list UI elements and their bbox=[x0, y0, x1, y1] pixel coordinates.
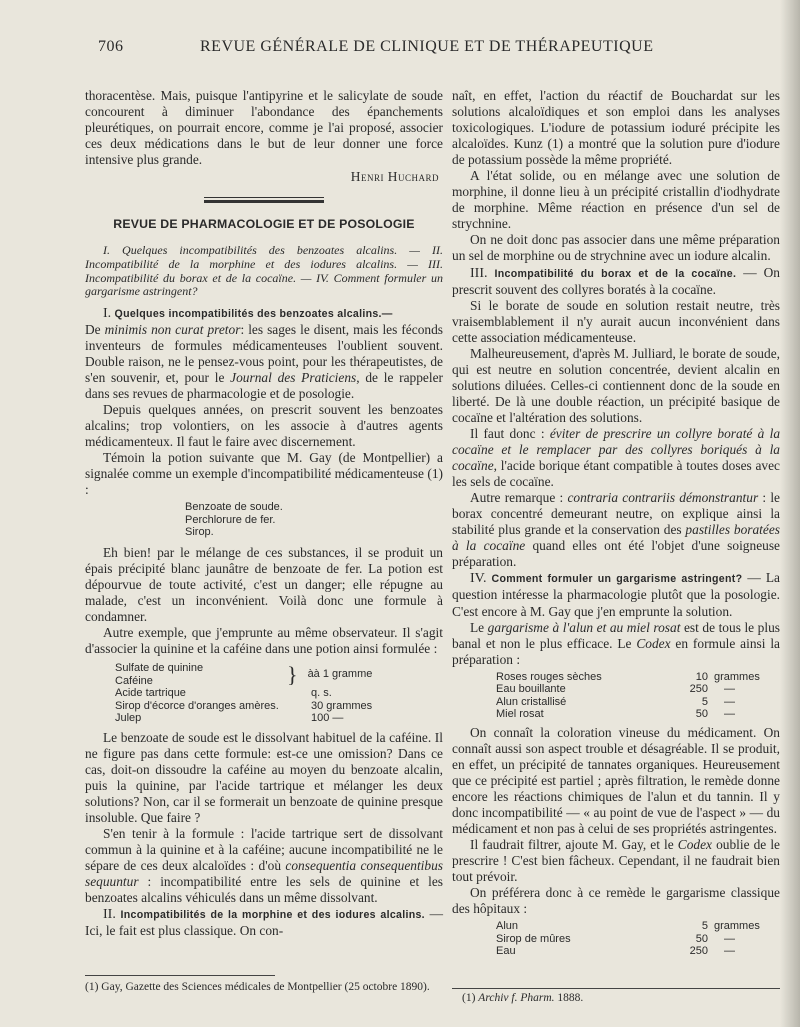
recipe-line: Perchlorure de fer. bbox=[185, 513, 276, 526]
running-head bbox=[98, 38, 740, 58]
recipe-row: Acide tartrique q. s. bbox=[115, 687, 332, 700]
recipe-row: Sirop de mûres 50 — bbox=[496, 932, 735, 945]
section-summary: I. Quelques incompatibilités des benzoates alcalins. — II. Incompatibilité de la morphine et des iodures alcalins. — III. Incompatibilité du borax et de la cocaïne. — IV. Comment formuler un gargarisme astringent? bbox=[85, 243, 443, 299]
recipe-quinine bbox=[115, 662, 443, 725]
recipe-row: Julep 100 — bbox=[115, 712, 344, 725]
latin-phrase: consequentia consequentibus sequuntur bbox=[85, 857, 444, 890]
paragraph: Il faut donc : éviter de prescrire un collyre boraté à la cocaïne et le remplacer par des collyres boriqués à la cocaïne, l'acide borique étant compatible à toutes doses avec les sels de cocaïne. bbox=[452, 425, 781, 490]
recipe-benzoate bbox=[185, 501, 443, 539]
journal-reference: Journal des Praticiens bbox=[230, 369, 357, 385]
paragraph: Autre remarque : contraria contrariis démonstrantur : le borax concentré demeurant neutre, on explique ainsi la stabilité plus grande et la conservation des pastilles boratées à la cocaïne quand elles ont été l'objet d'une soigneuse préparation. bbox=[452, 490, 780, 570]
subsection-number: II. bbox=[103, 907, 116, 923]
recipe-row: Alun 5 grammes bbox=[496, 920, 760, 933]
footnote: (1) Archiv f. Pharm. 1888. bbox=[462, 992, 584, 1004]
recipe-row: Eau 250 — bbox=[496, 945, 735, 958]
recipe-row: Eau bouillante 250 — bbox=[496, 683, 735, 696]
footnote: (1) Gay, Gazette des Sciences médicales de Montpellier (25 octobre 1890). bbox=[85, 981, 430, 993]
paragraph: De minimis non curat pretor: les sages le disent, mais les féconds inventeurs de formules médicamenteuses l'oublient souvent. Double raison, ne le pensez-vous point, pour les thérapeutistes, de s'en souvenir, et, pour le Journal des Praticiens, de le rappeler dans ses revues de pharmacologie et de posologie. bbox=[85, 321, 443, 401]
latin-phrase: minimis non curat pretor bbox=[104, 321, 241, 337]
paragraph: On ne doit donc pas associer dans une même préparation un sel de morphine ou de strychnine avec un iodure alcalin. bbox=[452, 232, 780, 264]
paragraph: On connaît la coloration vineuse du médicament. On connaît aussi son aspect trouble et désagréable. Il se produit, en effet, un précipité de tannates organiques. Heureusement que ce précipité est partiel ; après filtration, le remède donne encore les réactions chimiques de l'alun et du tannin. Il y donc incompatibilité — « au point de vue de l'aspect » — du médicament et non pas à celui de ses propriétés astringentes. bbox=[452, 724, 780, 836]
subsection-1 bbox=[85, 305, 443, 322]
recipe-line: Sulfate de quinine bbox=[115, 662, 204, 675]
paragraph: S'en tenir à la formule : l'acide tartrique sert de dissolvant commun à la quinine et à la caféine; aucune incompatibilité ne le sépare de ces deux alcaloïdes : d'où consequentia consequentibus sequuntur : incompatibilité entre les sels de quinine et les benzoates alcalins véhiculés dans un même dissolvant. bbox=[85, 825, 444, 906]
subsection-title: Incompatibilités de la morphine et des iodures alcalins. bbox=[120, 909, 425, 922]
journal-title: REVUE GÉNÉRALE DE CLINIQUE ET DE THÉRAPEUTIQUE bbox=[200, 38, 654, 55]
footnote-rule bbox=[452, 988, 780, 989]
subsection-number: I. bbox=[103, 305, 112, 321]
subsection-title: Comment formuler un gargarisme astringent? bbox=[491, 573, 743, 586]
paragraph: thoracentèse. Mais, puisque l'antipyrine et le salicylate de soude concourent à diminuer l'abondance des épanchements pleurétiques, on pourrait encore, comme je l'ai proposé, associer ces deux médications dans le but de leur donner une force intensive plus grande. bbox=[85, 88, 443, 168]
page-number: 706 bbox=[98, 38, 124, 55]
paragraph: Malheureusement, d'après M. Julliard, le borate de soude, qui est neutre en solution concentrée, devient alcalin en solutions diluées. Celles-ci contiennent donc de la soude en liberté. De là une double réaction, un précipité basique de cocaïne et l'altération des solutions. bbox=[452, 345, 780, 425]
left-column bbox=[85, 88, 443, 939]
recipe-row: Alun cristallisé 5 — bbox=[496, 695, 735, 708]
paragraph: Il faudrait filtrer, ajoute M. Gay, et le Codex oublie de le prescrire ! C'est bien fâcheux. Cependant, il ne faudrait bien tout prévoir. bbox=[452, 837, 780, 885]
paragraph: naît, en effet, l'action du réactif de Bouchardat sur les solutions alcaloïdiques et son emploi dans les analyses toxicologiques. L'iodure de potassium ioduré précipite les alcaloïdes. Kunz (1) a montré que la solution pure d'iodure de potassium possède la même propriété. bbox=[452, 88, 780, 168]
divider-thin bbox=[204, 197, 324, 198]
divider-thick bbox=[204, 200, 324, 203]
paragraph: Le benzoate de soude est le dissolvant habituel de la caféine. Il ne figure pas dans cette formule: est-ce une omission? Dans ce cas, doit-on dissoudre la caféine au moyen du benzoate alcalin, puis la quinine, par l'acide tartrique et mélanger les deux solutions? Non, car il se formerait un benzoate de quinine presque insoluble. Que faire ? bbox=[85, 729, 443, 825]
paragraph: On préférera donc à ce remède le gargarisme classique des hôpitaux : bbox=[452, 885, 780, 917]
recipe-gargarisme-hopitaux bbox=[496, 920, 780, 958]
paragraph: Si le borate de soude en solution restait neutre, très vraisemblablement il n'y aurait aucun inconvénient dans cette association médicamenteuse. bbox=[452, 297, 780, 345]
subsection-2: II. Incompatibilités de la morphine et des iodures alcalins. — Ici, le fait est plus classique. On con- bbox=[85, 906, 443, 939]
section-title: REVUE DE PHARMACOLOGIE ET DE POSOLOGIE bbox=[113, 217, 415, 232]
recipe-line: Sirop. bbox=[185, 526, 214, 539]
subsection-number: IV. bbox=[470, 571, 487, 587]
subsection-4: IV. Comment formuler un gargarisme astringent? — La question intéresse la pharmacologie plutôt que la posologie. C'est encore à M. Gay que j'en emprunte la solution. bbox=[452, 570, 781, 619]
author-signature: Henri Huchard bbox=[350, 169, 439, 185]
subsection-title: Quelques incompatibilités des benzoates alcalins.— bbox=[114, 307, 393, 320]
recipe-row: Roses rouges sèches 10 grammes bbox=[496, 670, 760, 683]
paragraph: Autre exemple, que j'emprunte au même observateur. Il s'agit d'associer la quinine et la caféine dans une potion ainsi formulée : bbox=[85, 625, 443, 657]
subsection-3: III. Incompatibilité du borax et de la cocaïne. — On prescrit souvent des collyres boratés à la cocaïne. bbox=[452, 264, 780, 297]
recipe-line: Caféine bbox=[115, 674, 153, 687]
right-column bbox=[452, 88, 780, 958]
paragraph: Témoin la potion suivante que M. Gay (de Montpellier) a signalée comme un exemple d'incompatibilité médicamenteuse (1) : bbox=[85, 450, 443, 498]
paragraph: Le gargarisme à l'alun et au miel rosat est de tous le plus banal et non le plus efficace. Le Codex en formule ainsi la préparation : bbox=[452, 619, 780, 667]
recipe-line: Benzoate de soude. bbox=[185, 501, 283, 514]
recipe-row: Sirop d'écorce d'oranges amères. 30 grammes bbox=[115, 699, 373, 712]
page-edge-shadow bbox=[780, 0, 800, 1027]
footnote-rule bbox=[85, 975, 275, 976]
paragraph: A l'état solide, ou en mélange avec une solution de morphine, il donne lieu à un précipité cristallin d'iodhydrate de morphine. Même réaction en présence d'un sel de strychnine. bbox=[452, 168, 780, 232]
subsection-number: III. bbox=[470, 265, 488, 281]
paragraph: Depuis quelques années, on prescrit souvent les benzoates alcalins; trop volontiers, on les associe à d'autres agents médicamenteux. Il faut le faire avec discernement. bbox=[85, 401, 443, 450]
brace-glyph: } bbox=[287, 661, 298, 687]
recipe-gargarisme-codex bbox=[496, 671, 780, 721]
subsection-title: Incompatibilité du borax et de la cocaïne. bbox=[494, 267, 737, 280]
recipe-qty: àà 1 gramme bbox=[307, 668, 373, 681]
recipe-row: Miel rosat 50 — bbox=[496, 708, 735, 721]
paragraph: Eh bien! par le mélange de ces substances, il se produit un épais précipité blanc jaunâtre de benzoate de fer. La potion est dépourvue de toute activité, c'est un danger; elle répugne au malade, c'est un inconvénient. Voilà donc une formule à condamner. bbox=[85, 544, 443, 624]
